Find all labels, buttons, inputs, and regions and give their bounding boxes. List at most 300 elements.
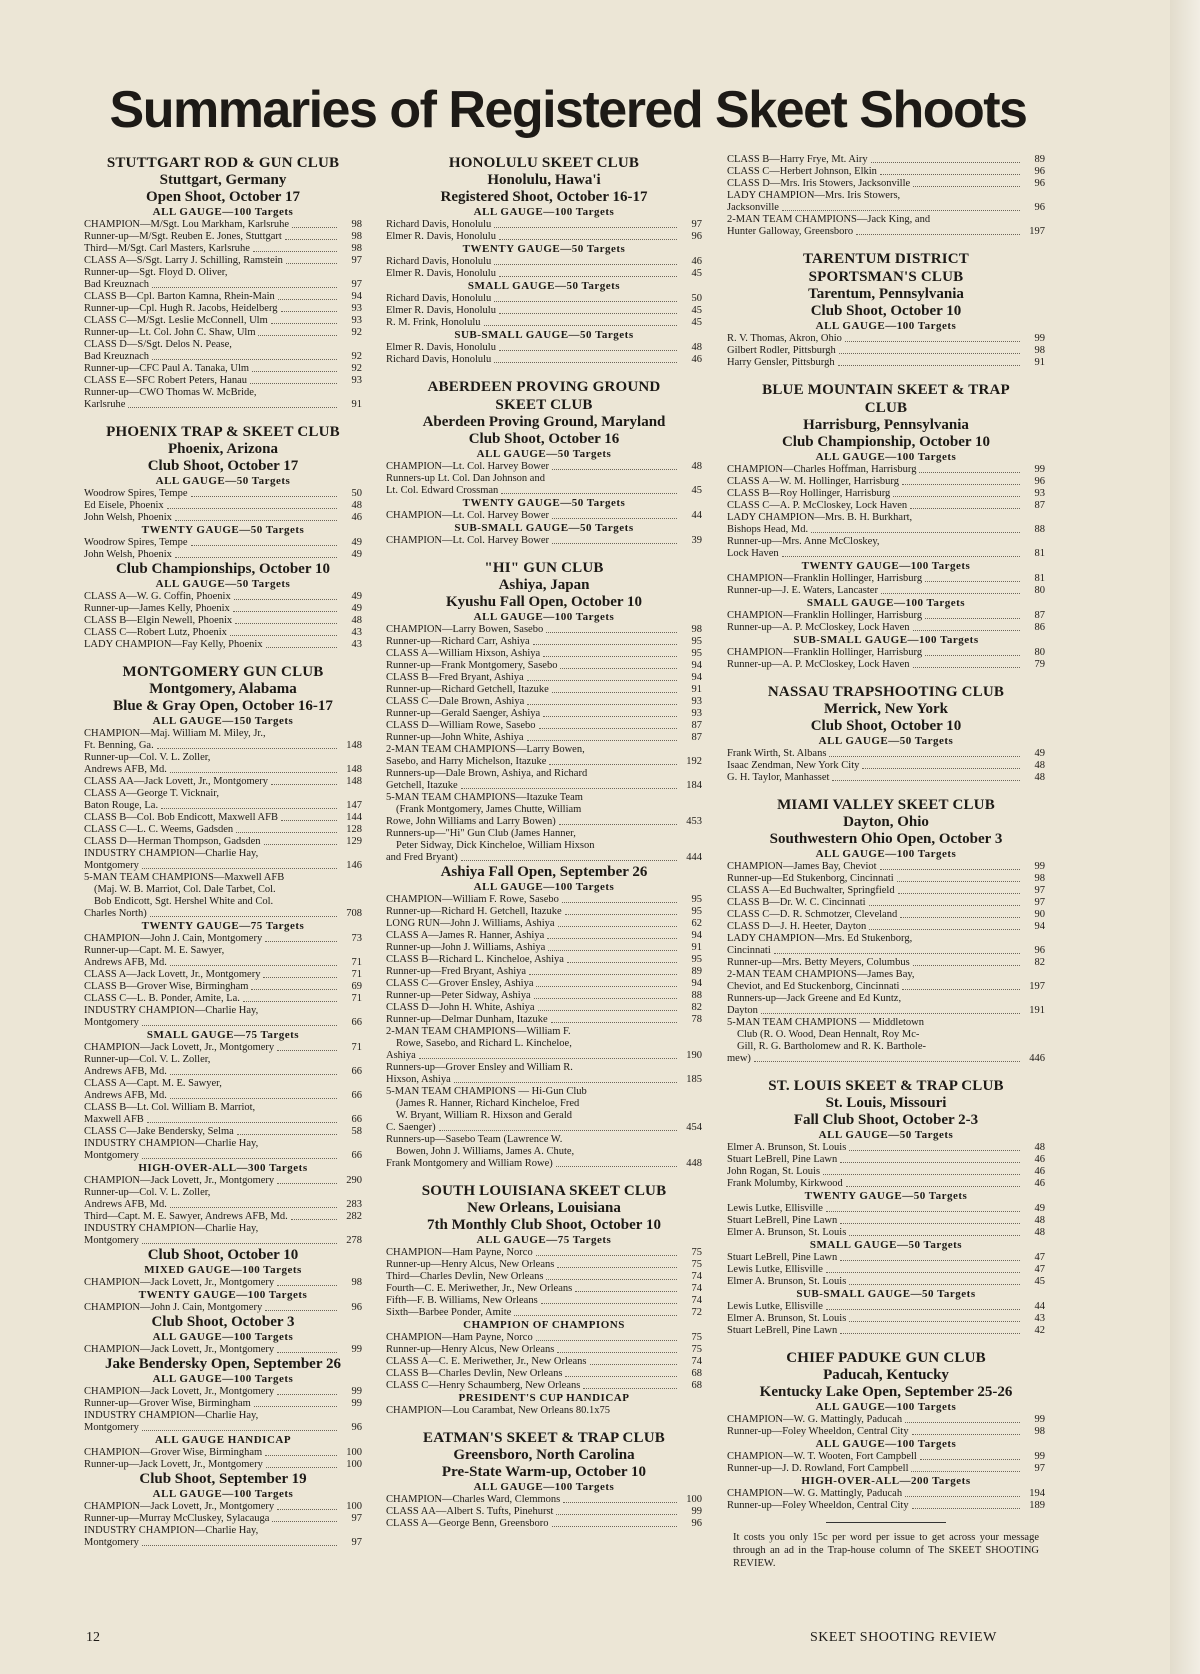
- result-row: [386, 354, 702, 366]
- result-entry: Elmer A. Brunson, St. Louis: [727, 1142, 847, 1153]
- result-score: 282: [346, 1211, 362, 1222]
- result-score: 46: [351, 512, 362, 523]
- gauge-heading: ALL GAUGE—100 Targets: [815, 1401, 957, 1413]
- result-entry: CLASS D—J. H. Heeter, Dayton: [727, 921, 867, 932]
- result-line: Runner-up—Sgt. Floyd D. Oliver,: [84, 267, 228, 278]
- result-row: [84, 1150, 362, 1162]
- leader-dots: [881, 593, 1020, 594]
- leader-dots: [565, 1376, 677, 1377]
- leader-dots: [494, 264, 677, 265]
- leader-dots: [272, 1521, 337, 1522]
- result-row: [84, 603, 362, 615]
- result-row: [386, 1380, 702, 1392]
- result-entry: Lewis Lutke, Ellisville: [727, 1203, 823, 1214]
- club-location: Montgomery, Alabama: [149, 681, 297, 697]
- result-score: 94: [691, 672, 702, 683]
- result-row: [386, 930, 702, 942]
- result-score: 75: [691, 1247, 702, 1258]
- result-line: 2-MAN TEAM CHAMPIONS—William F.: [386, 1026, 571, 1037]
- result-score: 95: [691, 636, 702, 647]
- result-score: 99: [1034, 1414, 1045, 1425]
- leader-dots: [128, 407, 337, 408]
- leader-dots: [547, 938, 677, 939]
- result-line: Rowe, Sasebo, and Richard L. Kincheloe,: [396, 1038, 572, 1049]
- club-location: Tarentum, Pennsylvania: [808, 286, 964, 302]
- club-name: NASSAU TRAPSHOOTING CLUB: [767, 684, 1005, 700]
- result-entry: CLASS B—Grover Wise, Birmingham: [84, 981, 249, 992]
- result-entry: Jacksonville: [727, 202, 779, 213]
- result-line: LADY CHAMPION—Mrs. B. H. Burkhart,: [727, 512, 913, 523]
- leader-dots: [536, 1340, 677, 1341]
- gauge-heading: HIGH-OVER-ALL—300 Targets: [138, 1162, 308, 1174]
- result-row: [386, 1122, 702, 1134]
- gauge-heading: TWENTY GAUGE—100 Targets: [801, 560, 971, 572]
- result-entry: CHAMPION—Jack Lovett, Jr., Montgomery: [84, 1042, 275, 1053]
- result-score: 45: [1034, 1276, 1045, 1287]
- result-entry: R. M. Frink, Honolulu: [386, 317, 481, 328]
- result-line: (Maj. W. B. Marriot, Col. Dale Tarbet, Col.: [94, 884, 276, 895]
- leader-dots: [546, 1279, 677, 1280]
- club-location: Stuttgart, Germany: [159, 172, 287, 188]
- club-name-continued: SPORTSMAN'S CLUB: [808, 269, 964, 285]
- result-score: 46: [1034, 1154, 1045, 1165]
- result-row: [84, 1042, 362, 1054]
- result-score: 92: [351, 363, 362, 374]
- result-row: [727, 1053, 1045, 1065]
- result-line: Runner-up—Mrs. Anne McCloskey,: [727, 536, 880, 547]
- result-line: Runners-up—Dale Brown, Ashiya, and Richard: [386, 768, 588, 779]
- result-row: [84, 627, 362, 639]
- leader-dots: [925, 581, 1020, 582]
- leader-dots: [869, 929, 1020, 930]
- club-name: EATMAN'S SKEET & TRAP CLUB: [423, 1430, 665, 1446]
- result-row: [727, 610, 1045, 622]
- gauge-heading: ALL GAUGE—100 Targets: [815, 451, 957, 463]
- event-title: Registered Shoot, October 16-17: [440, 189, 648, 205]
- result-score: 97: [351, 279, 362, 290]
- result-entry: CHAMPION—Ham Payne, Norco: [386, 1332, 533, 1343]
- result-row: [386, 732, 702, 744]
- club-location: St. Louis, Missouri: [825, 1095, 947, 1111]
- result-row: [386, 1050, 702, 1062]
- result-score: 87: [691, 732, 702, 743]
- result-row: [386, 780, 702, 792]
- gauge-heading: TWENTY GAUGE—75 Targets: [141, 920, 305, 932]
- gauge-heading: SMALL GAUGE—50 Targets: [809, 1239, 963, 1251]
- result-entry: Montgomery: [84, 1150, 139, 1161]
- leader-dots: [161, 808, 337, 809]
- leader-dots: [900, 917, 1020, 918]
- result-entry: Hixson, Ashiya: [386, 1074, 451, 1085]
- leader-dots: [549, 764, 677, 765]
- result-line: INDUSTRY CHAMPION—Charlie Hay,: [84, 1410, 259, 1421]
- result-score: 43: [1034, 1313, 1045, 1324]
- leader-dots: [902, 484, 1020, 485]
- result-entry: CLASS C—A. P. McCloskey, Lock Haven: [727, 500, 908, 511]
- leader-dots: [484, 325, 677, 326]
- result-entry: Montgomery: [84, 1422, 139, 1433]
- club-name: TARENTUM DISTRICT: [802, 251, 970, 267]
- result-row: [84, 800, 362, 812]
- result-score: 94: [691, 930, 702, 941]
- result-score: 49: [1034, 748, 1045, 759]
- result-entry: CLASS A—C. E. Meriwether, Jr., New Orleans: [386, 1356, 587, 1367]
- result-entry: Isaac Zendman, New York City: [727, 760, 860, 771]
- result-row: [727, 1488, 1045, 1500]
- leader-dots: [529, 974, 677, 975]
- result-row: [84, 1459, 362, 1471]
- result-score: 48: [691, 461, 702, 472]
- result-entry: John Rogan, St. Louis: [727, 1166, 821, 1177]
- result-score: 95: [691, 894, 702, 905]
- result-row: [84, 512, 362, 524]
- leader-dots: [913, 965, 1020, 966]
- result-row: [727, 957, 1045, 969]
- result-row: [386, 1307, 702, 1319]
- result-entry: Runner-up—Lt. Col. John C. Shaw, Ulm: [84, 327, 256, 338]
- result-line: CLASS D—S/Sgt. Delos N. Pease,: [84, 339, 232, 350]
- result-line: Bob Endicott, Sgt. Hershel White and Col.: [94, 896, 274, 907]
- result-row: [727, 772, 1045, 784]
- result-score: 97: [1034, 885, 1045, 896]
- result-entry: CLASS A—James R. Hanner, Ashiya: [386, 930, 545, 941]
- leader-dots: [880, 869, 1020, 870]
- leader-dots: [264, 844, 337, 845]
- leader-dots: [590, 1364, 677, 1365]
- result-row: [386, 636, 702, 648]
- result-row: [727, 1313, 1045, 1325]
- result-entry: Dayton: [727, 1005, 758, 1016]
- result-entry: Fifth—F. B. Williams, New Orleans: [386, 1295, 538, 1306]
- result-score: 42: [1034, 1325, 1045, 1336]
- result-entry: CLASS A—Ed Buchwalter, Springfield: [727, 885, 895, 896]
- result-entry: Cheviot, and Ed Stuckenborg, Cincinnati: [727, 981, 900, 992]
- result-score: 48: [1034, 1227, 1045, 1238]
- result-entry: CLASS A—William Hixson, Ashiya: [386, 648, 541, 659]
- result-entry: Ed Eisele, Phoenix: [84, 500, 164, 511]
- result-score: 93: [351, 375, 362, 386]
- leader-dots: [277, 1509, 337, 1510]
- result-entry: CLASS B—Harry Frye, Mt. Airy: [727, 154, 868, 165]
- event-title: Club Shoot, September 19: [139, 1471, 307, 1487]
- result-line: INDUSTRY CHAMPION—Charlie Hay,: [84, 1525, 259, 1536]
- leader-dots: [167, 508, 337, 509]
- result-row: [727, 1215, 1045, 1227]
- result-entry: Richard Davis, Honolulu: [386, 293, 492, 304]
- result-entry: CLASS AA—Jack Lovett, Jr., Montgomery: [84, 776, 269, 787]
- result-line: INDUSTRY CHAMPION—Charlie Hay,: [84, 1223, 259, 1234]
- result-row: [727, 861, 1045, 873]
- gauge-heading: ALL GAUGE—100 Targets: [473, 1481, 615, 1493]
- result-row: [727, 345, 1045, 357]
- result-score: 283: [346, 1199, 362, 1210]
- result-score: 100: [346, 1447, 362, 1458]
- result-score: 49: [351, 591, 362, 602]
- result-entry: Woodrow Spires, Tempe: [84, 537, 188, 548]
- leader-dots: [911, 1471, 1020, 1472]
- result-row: [727, 1154, 1045, 1166]
- gauge-heading: TWENTY GAUGE—50 Targets: [804, 1190, 968, 1202]
- gauge-heading: SUB-SMALL GAUGE—50 Targets: [796, 1288, 976, 1300]
- result-score: 91: [351, 399, 362, 410]
- result-entry: CLASS C—Dale Brown, Ashiya: [386, 696, 525, 707]
- result-row: [386, 1074, 702, 1086]
- result-score: 43: [351, 627, 362, 638]
- result-entry: John Welsh, Phoenix: [84, 549, 172, 560]
- leader-dots: [920, 1459, 1020, 1460]
- result-score: 96: [1034, 476, 1045, 487]
- result-score: 46: [691, 354, 702, 365]
- leader-dots: [175, 520, 337, 521]
- adjacent-page-edge: [1170, 0, 1200, 1674]
- result-entry: CLASS A—W. G. Coffin, Phoenix: [84, 591, 231, 602]
- gauge-heading: ALL GAUGE—100 Targets: [473, 611, 615, 623]
- result-row: [386, 535, 702, 547]
- result-score: 48: [1034, 1215, 1045, 1226]
- result-score: 48: [1034, 772, 1045, 783]
- result-row: [386, 708, 702, 720]
- result-entry: mew): [727, 1053, 751, 1064]
- leader-dots: [461, 788, 677, 789]
- result-score: 98: [1034, 1426, 1045, 1437]
- result-score: 90: [1034, 909, 1045, 920]
- result-line: LADY CHAMPION—Mrs. Iris Stowers,: [727, 190, 901, 201]
- result-entry: Runner-up—Jack Lovett, Jr., Montgomery: [84, 1459, 263, 1470]
- result-score: 72: [691, 1307, 702, 1318]
- leader-dots: [551, 1022, 677, 1023]
- result-entry: CLASS B—Charles Devlin, New Orleans: [386, 1368, 563, 1379]
- result-score: 94: [691, 978, 702, 989]
- result-score: 97: [1034, 897, 1045, 908]
- result-row: [386, 342, 702, 354]
- result-entry: CHAMPION—M/Sgt. Lou Markham, Karlsruhe: [84, 219, 290, 230]
- leader-dots: [552, 692, 677, 693]
- result-row: [84, 279, 362, 291]
- leader-dots: [170, 1074, 337, 1075]
- result-entry: CLASS B—Col. Bob Endicott, Maxwell AFB: [84, 812, 278, 823]
- leader-dots: [849, 1284, 1020, 1285]
- gauge-heading: SUB-SMALL GAUGE—50 Targets: [454, 522, 634, 534]
- leader-dots: [826, 1211, 1020, 1212]
- club-location: Aberdeen Proving Ground, Maryland: [422, 414, 666, 430]
- result-score: 128: [346, 824, 362, 835]
- result-entry: CHAMPION—Jack Lovett, Jr., Montgomery: [84, 1386, 275, 1397]
- result-entry: Runner-up—Delmar Dunham, Itazuke: [386, 1014, 548, 1025]
- result-row: [84, 1211, 362, 1223]
- result-line: Runners-up Lt. Col. Dan Johnson and: [386, 473, 545, 484]
- leader-dots: [556, 1166, 677, 1167]
- leader-dots: [281, 820, 337, 821]
- result-score: 45: [691, 305, 702, 316]
- result-entry: Montgomery: [84, 1537, 139, 1548]
- result-entry: CHAMPION—Charles Ward, Clemmons: [386, 1494, 561, 1505]
- result-row: [84, 824, 362, 836]
- result-score: 192: [686, 756, 702, 767]
- club-name: MIAMI VALLEY SKEET CLUB: [777, 797, 995, 813]
- result-entry: CLASS A—W. M. Hollinger, Harrisburg: [727, 476, 899, 487]
- leader-dots: [902, 989, 1020, 990]
- result-row: [84, 591, 362, 603]
- result-row: [727, 1463, 1045, 1475]
- leader-dots: [237, 1134, 337, 1135]
- result-score: 74: [691, 1356, 702, 1367]
- result-line: Runners-up—Jack Greene and Ed Kuntz,: [727, 993, 902, 1004]
- gauge-heading: TWENTY GAUGE—100 Targets: [138, 1289, 308, 1301]
- leader-dots: [252, 371, 337, 372]
- result-score: 97: [691, 219, 702, 230]
- result-entry: CHAMPION—W. T. Wooten, Fort Campbell: [727, 1451, 917, 1462]
- leader-dots: [912, 1434, 1020, 1435]
- leader-dots: [898, 893, 1020, 894]
- result-row: [386, 1368, 702, 1380]
- result-entry: CHAMPION—William F. Rowe, Sasebo: [386, 894, 559, 905]
- result-row: [386, 1344, 702, 1356]
- result-line: LADY CHAMPION—Mrs. Ed Stukenborg,: [727, 933, 913, 944]
- result-row: [386, 672, 702, 684]
- result-entry: CHAMPION—Larry Bowen, Sasebo: [386, 624, 544, 635]
- result-row: [84, 219, 362, 231]
- result-score: 97: [351, 255, 362, 266]
- leader-dots: [494, 301, 677, 302]
- result-row: [84, 488, 362, 500]
- result-row: [727, 1426, 1045, 1438]
- event-title: Club Shoot, October 3: [151, 1314, 295, 1330]
- result-score: 185: [686, 1074, 702, 1085]
- gauge-heading: ALL GAUGE—50 Targets: [818, 1129, 954, 1141]
- result-row: [84, 399, 362, 411]
- leader-dots: [527, 680, 677, 681]
- result-line: Peter Sidway, Dick Kincheloe, William Hixson: [396, 840, 595, 851]
- gauge-heading: TWENTY GAUGE—50 Targets: [462, 497, 626, 509]
- leader-dots: [534, 998, 677, 999]
- result-line: INDUSTRY CHAMPION—Charlie Hay,: [84, 848, 259, 859]
- leader-dots: [235, 623, 337, 624]
- result-entry: Elmer R. Davis, Honolulu: [386, 231, 496, 242]
- result-entry: CLASS C—Henry Schaumberg, New Orleans: [386, 1380, 581, 1391]
- result-score: 93: [691, 708, 702, 719]
- result-row: [727, 897, 1045, 909]
- result-row: [386, 1271, 702, 1283]
- leader-dots: [277, 1394, 337, 1395]
- result-row: [727, 909, 1045, 921]
- leader-dots: [254, 1406, 337, 1407]
- result-row: [386, 1295, 702, 1307]
- result-entry: R. V. Thomas, Akron, Ohio: [727, 333, 842, 344]
- result-score: 96: [691, 231, 702, 242]
- result-entry: Bad Kreuznach: [84, 279, 150, 290]
- event-title: Kyushu Fall Open, October 10: [446, 594, 642, 610]
- result-line: CLASS A—George T. Vicknair,: [84, 788, 219, 799]
- result-entry: Montgomery: [84, 1017, 139, 1028]
- leader-dots: [265, 1310, 337, 1311]
- result-row: [727, 748, 1045, 760]
- result-entry: Frank Molumby, Kirkwood: [727, 1178, 843, 1189]
- result-row: [84, 1114, 362, 1126]
- result-entry: CLASS A—S/Sgt. Larry J. Schilling, Ramstein: [84, 255, 283, 266]
- result-score: 191: [1029, 1005, 1045, 1016]
- event-title: Club Shoot, October 10: [147, 1247, 299, 1263]
- leader-dots: [265, 941, 337, 942]
- club-name: HONOLULU SKEET CLUB: [448, 155, 640, 171]
- event-title: Club Championships, October 10: [116, 561, 330, 577]
- result-row: [84, 1235, 362, 1247]
- leader-dots: [253, 251, 337, 252]
- result-score: 97: [1034, 1463, 1045, 1474]
- result-entry: Runner-up—Richard Carr, Ashiya: [386, 636, 530, 647]
- divider-rule: [826, 1522, 946, 1523]
- result-score: 89: [1034, 154, 1045, 165]
- result-entry: Runner-up—M/Sgt. Reuben E. Jones, Stuttgart: [84, 231, 282, 242]
- result-score: 50: [351, 488, 362, 499]
- result-score: 89: [691, 966, 702, 977]
- result-score: 96: [1034, 202, 1045, 213]
- result-score: 98: [351, 219, 362, 230]
- result-row: [727, 647, 1045, 659]
- leader-dots: [439, 1130, 677, 1131]
- result-score: 47: [1034, 1264, 1045, 1275]
- result-row: [84, 933, 362, 945]
- result-row: [727, 885, 1045, 897]
- leader-dots: [925, 618, 1020, 619]
- event-title: 7th Monthly Club Shoot, October 10: [427, 1217, 661, 1233]
- result-row: [84, 1017, 362, 1029]
- result-entry: Maxwell AFB: [84, 1114, 144, 1125]
- result-score: 45: [691, 485, 702, 496]
- club-name: ST. LOUIS SKEET & TRAP CLUB: [768, 1078, 1004, 1094]
- result-row: [386, 305, 702, 317]
- result-row: [386, 918, 702, 930]
- result-entry: Third—Charles Devlin, New Orleans: [386, 1271, 544, 1282]
- result-score: 66: [351, 1066, 362, 1077]
- result-line: 5-MAN TEAM CHAMPIONS—Itazuke Team: [386, 792, 583, 803]
- result-score: 99: [351, 1344, 362, 1355]
- result-score: 189: [1029, 1500, 1045, 1511]
- leader-dots: [925, 655, 1020, 656]
- leader-dots: [142, 1545, 337, 1546]
- result-entry: Runner-up—Mrs. Betty Meyers, Columbus: [727, 957, 910, 968]
- result-score: 190: [686, 1050, 702, 1061]
- leader-dots: [558, 926, 677, 927]
- event-title: Open Shoot, October 17: [146, 189, 300, 205]
- result-entry: CLASS B—Richard L. Kincheloe, Ashiya: [386, 954, 564, 965]
- result-score: 48: [691, 342, 702, 353]
- result-row: [84, 1199, 362, 1211]
- result-entry: CHAMPION—Ham Payne, Norco: [386, 1247, 533, 1258]
- result-row: [727, 1142, 1045, 1154]
- result-score: 92: [351, 327, 362, 338]
- result-score: 44: [1034, 1301, 1045, 1312]
- result-score: 62: [691, 918, 702, 929]
- result-score: 80: [1034, 647, 1045, 658]
- result-row: [386, 1158, 702, 1170]
- leader-dots: [152, 287, 337, 288]
- gauge-heading: ALL GAUGE—100 Targets: [815, 848, 957, 860]
- result-score: 74: [691, 1271, 702, 1282]
- result-score: 99: [1034, 1451, 1045, 1462]
- result-score: 49: [351, 603, 362, 614]
- result-score: 129: [346, 836, 362, 847]
- result-entry: Montgomery: [84, 860, 139, 871]
- result-row: [727, 1325, 1045, 1337]
- result-score: 39: [691, 535, 702, 546]
- result-entry: Ashiya: [386, 1050, 416, 1061]
- result-row: [84, 243, 362, 255]
- result-row: [386, 485, 702, 497]
- result-score: 91: [691, 684, 702, 695]
- leader-dots: [552, 518, 677, 519]
- result-row: [386, 1506, 702, 1518]
- leader-dots: [277, 1183, 337, 1184]
